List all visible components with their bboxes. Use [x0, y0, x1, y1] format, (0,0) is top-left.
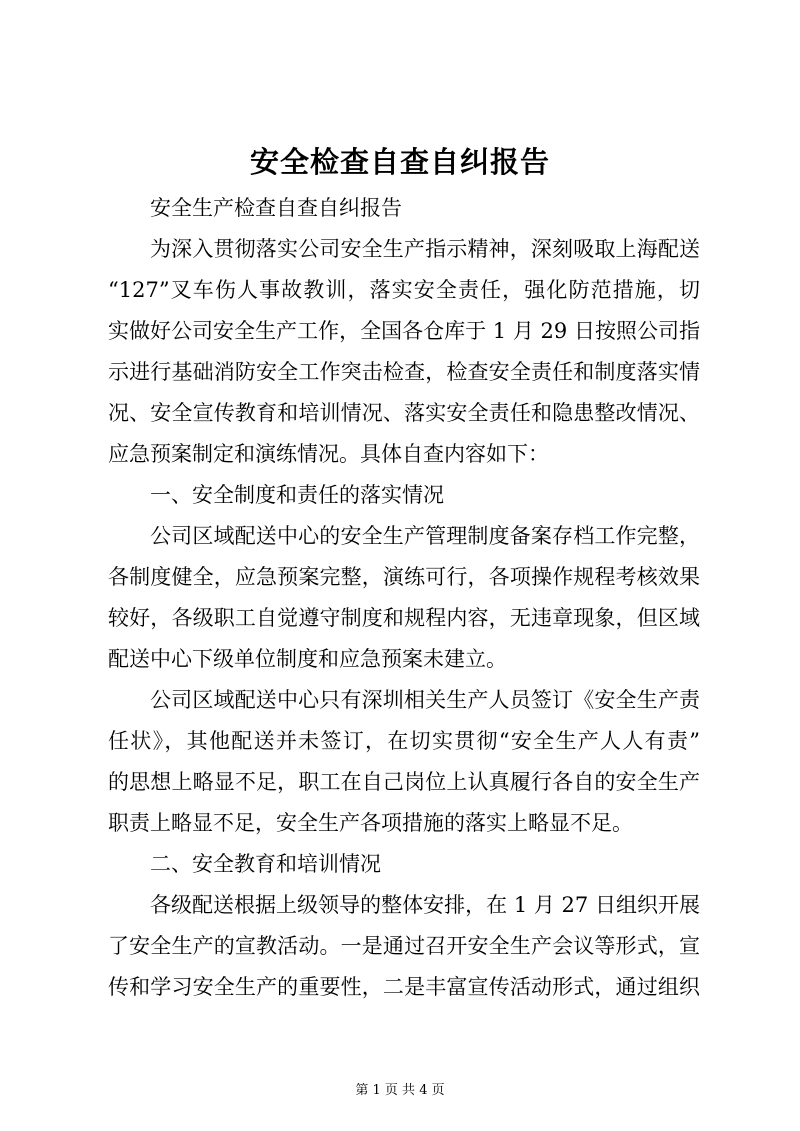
paragraph-line: 各级配送根据上级领导的整体安排，在 1 月 27 日组织开展	[150, 893, 700, 917]
paragraph-line: 公司区域配送中心只有深圳相关生产人员签订《安全生产责	[150, 688, 700, 712]
paragraph-line: 各制度健全，应急预案完整，演练可行，各项操作规程考核效果	[108, 565, 700, 589]
document-title: 安全检查自查自纠报告	[249, 145, 550, 179]
paragraph-line: 任状》，其他配送并未签订，在切实贯彻“安全生产人人有责”	[108, 729, 700, 753]
paragraph-line: 为深入贯彻落实公司安全生产指示精神，深刻吸取上海配送	[150, 237, 700, 261]
paragraph-line: 的思想上略显不足，职工在自己岗位上认真履行各自的安全生产	[108, 770, 700, 794]
section-heading: 二、安全教育和培训情况	[150, 852, 381, 876]
paragraph-line: 实做好公司安全生产工作，全国各仓库于 1 月 29 日按照公司指	[108, 319, 700, 343]
section-heading: 一、安全制度和责任的落实情况	[150, 483, 444, 507]
paragraph-line: 应急预案制定和演练情况。具体自查内容如下：	[108, 442, 549, 466]
page-number-footer: 第 1 页 共 4 页	[355, 1083, 445, 1098]
paragraph-line: 示进行基础消防安全工作突击检查，检查安全责任和制度落实情	[108, 360, 700, 384]
paragraph-line: 传和学习安全生产的重要性，二是丰富宣传活动形式，通过组织	[108, 975, 700, 999]
paragraph-line: “127”叉车伤人事故教训，落实安全责任，强化防范措施，切	[108, 278, 700, 302]
subtitle-line: 安全生产检查自查自纠报告	[150, 196, 402, 220]
paragraph-line: 了安全生产的宣教活动。一是通过召开安全生产会议等形式，宣	[108, 934, 700, 958]
paragraph-line: 公司区域配送中心的安全生产管理制度备案存档工作完整，	[150, 524, 700, 548]
paragraph-line: 职责上略显不足，安全生产各项措施的落实上略显不足。	[108, 811, 633, 835]
paragraph-line: 较好，各级职工自觉遵守制度和规程内容，无违章现象，但区域	[108, 606, 700, 630]
paragraph-line: 况、安全宣传教育和培训情况、落实安全责任和隐患整改情况、	[108, 401, 700, 425]
paragraph-line: 配送中心下级单位制度和应急预案未建立。	[108, 647, 507, 671]
